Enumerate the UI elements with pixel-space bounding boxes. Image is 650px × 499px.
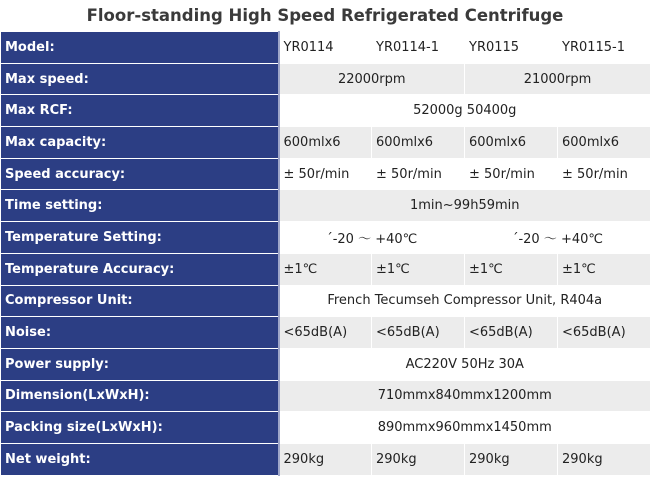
cell-value: ± 50r/min [372,158,465,190]
row-label: Model: [1,32,279,64]
table-row-dimension [1,380,650,412]
row-label: Compressor Unit: [1,285,279,317]
cell-value: 290kg [465,443,558,475]
table-row-temperature-setting [1,222,650,254]
cell-value: ´-20 ～ +40℃ [465,222,650,254]
cell-value: ±1℃ [465,253,558,285]
row-label: Packing size(LxWxH): [1,412,279,444]
row-label: Temperature Accuracy: [1,253,279,285]
cell-value: ± 50r/min [279,158,372,190]
cell-value: YR0115-1 [558,32,650,64]
cell-value: 1min~99h59min [279,190,650,222]
row-label: Max RCF: [1,95,279,127]
cell-value: YR0114-1 [372,32,465,64]
cell-value: YR0114 [279,32,372,64]
cell-value: ´-20 ～ +40℃ [279,222,465,254]
row-label: Max speed: [1,63,279,95]
cell-value: <65dB(A) [372,317,465,349]
cell-value: ± 50r/min [465,158,558,190]
table-row-max-capacity [1,127,650,159]
row-label: Power supply: [1,348,279,380]
row-label: Net weight: [1,443,279,475]
table-row-noise [1,317,650,349]
table-row-model [1,32,650,64]
cell-value: 600mlx6 [465,127,558,159]
cell-value: YR0115 [465,32,558,64]
row-label: Noise: [1,317,279,349]
cell-value: 290kg [372,443,465,475]
cell-value: 52000g 50400g [279,95,650,127]
cell-value: 290kg [558,443,650,475]
row-label: Temperature Setting: [1,222,279,254]
cell-value: <65dB(A) [558,317,650,349]
cell-value: 600mlx6 [558,127,650,159]
cell-value: ±1℃ [279,253,372,285]
cell-value: 290kg [279,443,372,475]
table-row-packing-size [1,412,650,444]
cell-value: AC220V 50Hz 30A [279,348,650,380]
page-title: Floor-standing High Speed Refrigerated Centrifuge [86,6,564,25]
table-row-net-weight [1,443,650,475]
cell-value: 710mmx840mmx1200mm [279,380,650,412]
row-label: Max capacity: [1,127,279,159]
table-row-compressor-unit [1,285,650,317]
cell-value: ±1℃ [372,253,465,285]
table-row-max-rcf [1,95,650,127]
cell-value: ± 50r/min [558,158,650,190]
cell-value: 600mlx6 [372,127,465,159]
spec-table [0,31,650,476]
table-row-speed-accuracy [1,158,650,190]
table-row-power-supply [1,348,650,380]
cell-value: 890mmx960mmx1450mm [279,412,650,444]
cell-value: 21000rpm [465,63,650,95]
table-row-max-speed [1,63,650,95]
cell-value: <65dB(A) [465,317,558,349]
cell-value: 600mlx6 [279,127,372,159]
cell-value: 22000rpm [279,63,465,95]
cell-value: ±1℃ [558,253,650,285]
row-label: Dimension(LxWxH): [1,380,279,412]
table-row-time-setting [1,190,650,222]
table-row-temperature-accuracy [1,253,650,285]
cell-value: <65dB(A) [279,317,372,349]
row-label: Time setting: [1,190,279,222]
row-label: Speed accuracy: [1,158,279,190]
cell-value: French Tecumseh Compressor Unit, R404a [279,285,650,317]
